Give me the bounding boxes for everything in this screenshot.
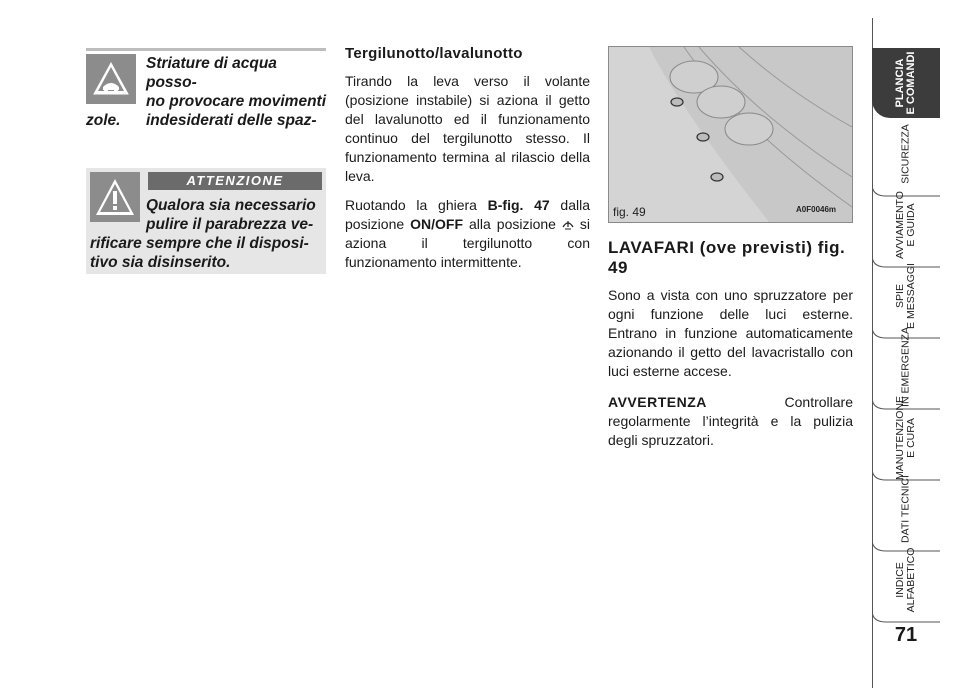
text-segment: dalla posizione <box>345 197 590 232</box>
figure-code: A0F0046m <box>796 205 837 214</box>
tab-label: AVVIAMENTO E GUIDA <box>894 191 917 259</box>
tab-label: INDICE ALFABETICO <box>894 547 917 613</box>
note2-line: tivo sia disinserito. <box>90 254 231 271</box>
paragraph-headlamp-washers: Sono a vista con uno spruzzatore per ogni funzione delle luci esterne. Entrano in funzione automaticamente azionando il getto del lavacristallo con luci esterne accese. <box>608 287 853 379</box>
note1-line: indesiderati delle spaz- <box>146 112 317 129</box>
note2-line: pulire il parabrezza ve- <box>146 216 314 233</box>
note2-text-block <box>146 196 326 234</box>
tab-sicurezza[interactable] <box>872 119 940 189</box>
tab-separator <box>872 610 940 624</box>
tab-label: DATI TECNICI <box>899 475 912 543</box>
tab-label: PLANCIA E COMANDI <box>894 51 917 115</box>
tab-label: MANUTENZIONE E CURA <box>894 396 917 480</box>
switch-position-label: ON/OFF <box>410 216 464 232</box>
warning-triangle-icon <box>90 172 140 222</box>
note1-text-block <box>146 54 326 130</box>
paragraph-rear-wiper-1: Tirando la leva verso il volante (posizione instabile) si aziona il getto del lavalunotto ed il funzionamento continuo del tergilunotto stesso. Il funzionamento termina al rilascio della leva. <box>345 73 590 184</box>
tab-label: SPIE E MESSAGGI <box>894 263 917 329</box>
note2-line: rificare sempre che il disposi- <box>90 235 309 252</box>
middle-column <box>345 45 590 282</box>
paragraph-rear-wiper-2 <box>345 196 590 272</box>
figure-label: fig. 49 <box>613 205 646 219</box>
tab-dati-tecnici[interactable] <box>872 474 940 544</box>
note1-line: Striature di acqua posso- <box>146 55 277 91</box>
figure-reference: B-fig. 47 <box>487 197 550 213</box>
section-title-headlamp-washers: LAVAFARI (ove previsti) fig. 49 <box>608 238 846 277</box>
text-segment: alla posizione <box>463 216 562 232</box>
tab-avviamento-e-guida[interactable] <box>872 190 940 260</box>
page-number: 71 <box>894 624 918 646</box>
note-top-bar <box>86 48 326 51</box>
tab-manutenzione-e-cura[interactable] <box>872 396 940 480</box>
figure-49-image <box>608 46 853 223</box>
warning-label: AVVERTENZA <box>608 394 707 410</box>
note1-line: no provocare movimenti <box>146 93 327 110</box>
tab-spie-e-messaggi[interactable] <box>872 261 940 331</box>
right-column <box>608 238 853 462</box>
rear-wiper-symbol-icon <box>562 216 574 228</box>
note2-line: Qualora sia necessario <box>146 197 316 214</box>
attention-header: ATTENZIONE <box>148 172 322 190</box>
text-segment: si aziona il tergilunotto con funzionamento intermittente. <box>345 216 591 270</box>
tab-label: IN EMERGENZA <box>899 327 912 407</box>
tab-plancia-e-comandi[interactable] <box>872 48 940 118</box>
text-segment: Ruotando la ghiera <box>345 197 488 213</box>
paragraph-warning <box>608 393 853 450</box>
warning-text: Controllare regolarmente l’integrità e la pulizia degli spruzzatori. <box>608 394 853 448</box>
note2-text-block-wide <box>90 234 326 272</box>
section-title-rear-wiper: Tergilunotto/lavalunotto <box>345 45 523 62</box>
tab-in-emergenza[interactable] <box>872 327 940 407</box>
note1-line: zole. <box>86 112 121 129</box>
tab-label: SICUREZZA <box>899 124 912 184</box>
wiper-car-warning-icon <box>86 54 136 104</box>
tab-indice-alfabetico[interactable] <box>872 545 940 615</box>
